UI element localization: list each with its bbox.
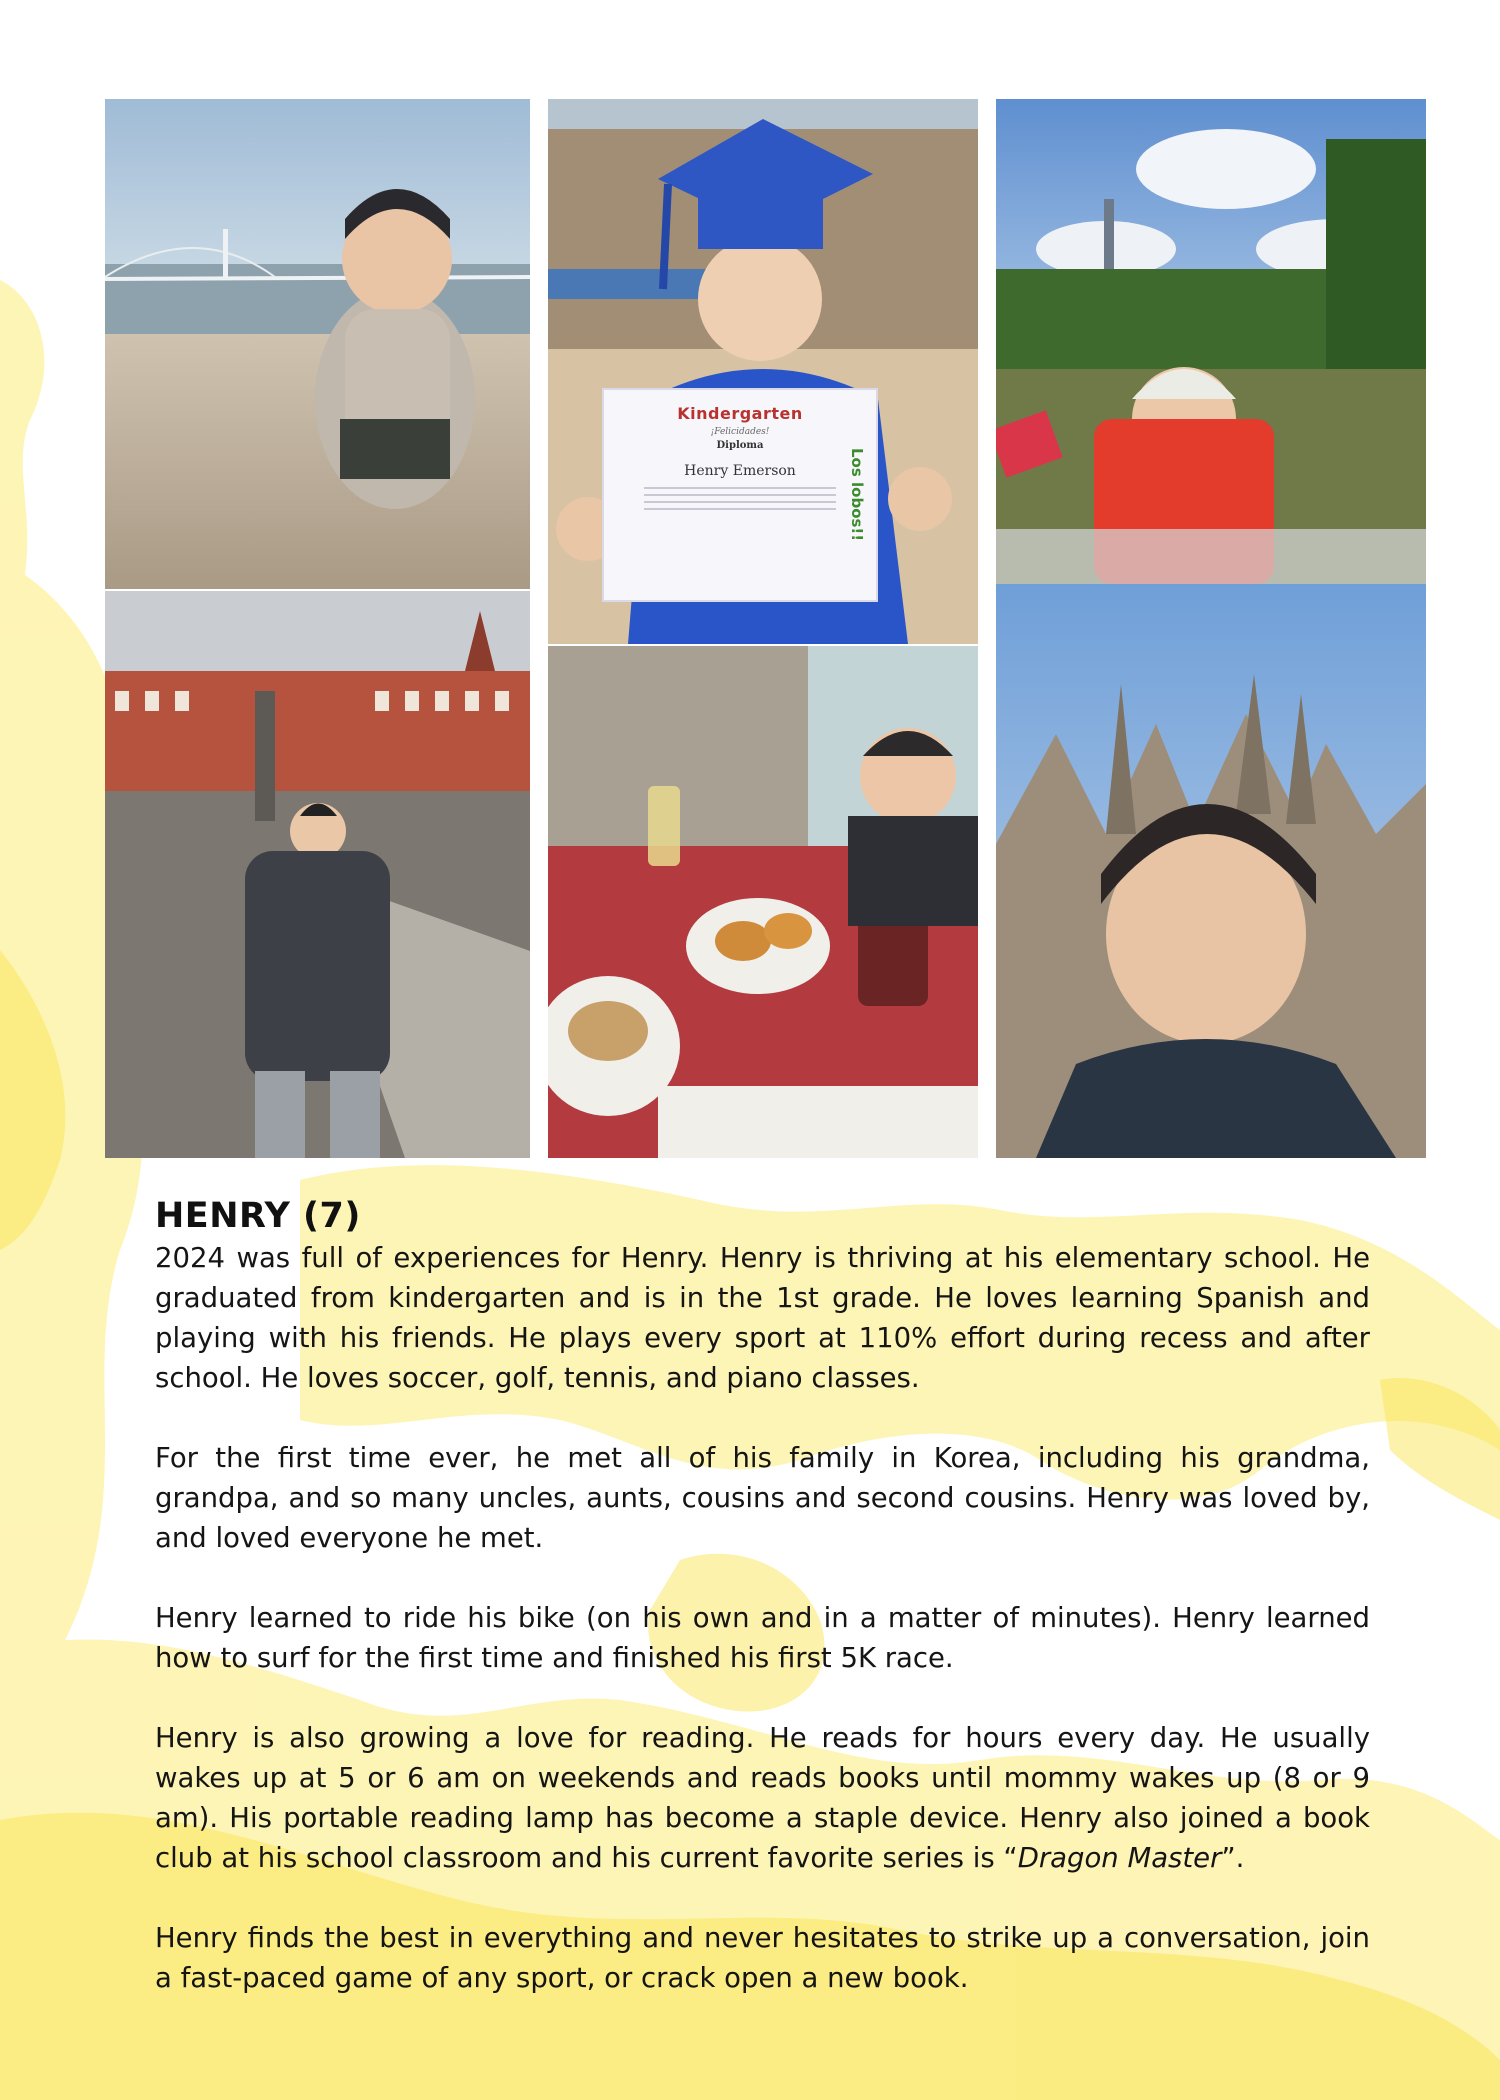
certificate-subheading: ¡Felicidades! (710, 427, 770, 437)
section-title: HENRY (7) (155, 1196, 361, 1236)
cathedral-selfie-photo (996, 584, 1426, 1158)
restaurant-food-photo (548, 646, 978, 1158)
paragraph-bike-surf: Henry learned to ride his bike (on his own and in a matter of minutes). Henry learned how to surf for the first time and finished his first 5K race. (155, 1602, 1370, 1674)
certificate-side-text: Los lobos!! (848, 448, 866, 542)
plaza-photo (105, 591, 530, 1158)
diploma-certificate (602, 388, 878, 602)
paragraph-reading (155, 1718, 1370, 1878)
certificate-fine-print (644, 487, 836, 510)
certificate-heading: Kindergarten (677, 404, 803, 423)
book-series-title: Dragon Master (1017, 1842, 1222, 1874)
reading-text-end: ”. (1221, 1842, 1245, 1874)
paragraph-closing: Henry finds the best in everything and never hesitates to strike up a conversation, join a fast-paced game of any sport, or crack open a new book. (155, 1922, 1370, 1994)
lake-boat-photo (996, 99, 1426, 584)
certificate-label: Diploma (716, 440, 764, 451)
paragraph-family: For the first time ever, he met all of his family in Korea, including his grandma, grandpa, and so many uncles, aunts, cousins and second cousins. Henry was loved by, and loved everyone he met. (155, 1442, 1370, 1554)
paragraph-school: 2024 was full of experiences for Henry. Henry is thriving at his elementary school. He graduated from kindergarten and is in the 1st grade. He loves learning Spanish and playing with his friends. He plays every sport at 110% effort during recess and after school. He loves soccer, golf, tennis, and piano classes. (155, 1242, 1370, 1394)
reading-text: Henry is also growing a love for reading. He reads for hours every day. He usually wakes up at 5 or 6 am on weekends and reads books until mommy wakes up (8 or 9 am). His portable reading lamp has become a staple device. Henry also joined a book club at his school classroom and his current favorite series is “ (155, 1722, 1370, 1874)
certificate-name: Henry Emerson (684, 463, 796, 479)
henry-summary (155, 1196, 1370, 1998)
beach-photo (105, 99, 530, 589)
